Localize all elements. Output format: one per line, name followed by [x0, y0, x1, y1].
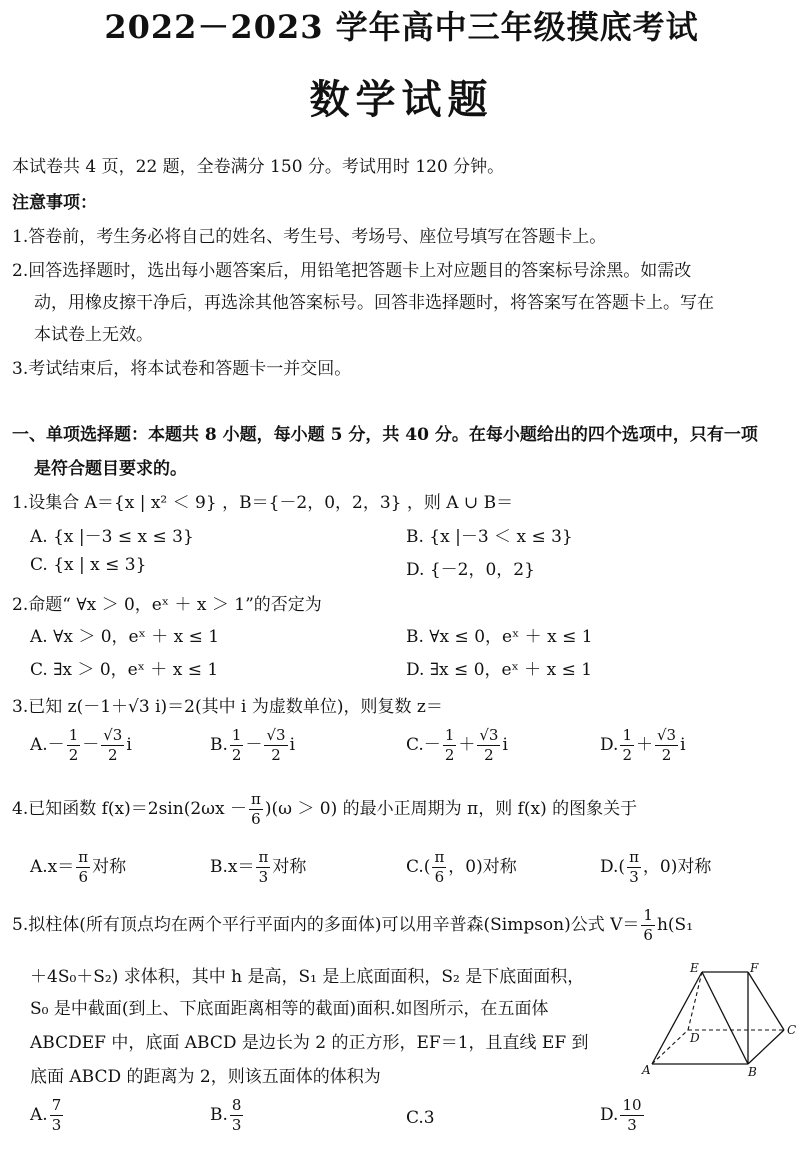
- q3-a-suffix: i: [126, 735, 132, 755]
- q4-stem-frac: $\frac{\pi}{6}$: [251, 790, 261, 828]
- q4-b-frac: $\frac{\pi}{3}$: [258, 848, 269, 886]
- q3-d-frac2: $\frac{√3}{2}$: [656, 726, 677, 764]
- q1-stem: 1.设集合 A＝{x | x² ＜ 9} ，B＝{－2，0，2，3} ，则 A ∪ B＝: [12, 493, 514, 513]
- q4-c-frac: $\frac{\pi}{6}$: [434, 848, 445, 886]
- q5-l1-pre: 5.拟柱体(所有顶点均在两个平行平面内的多面体)可以用辛普森(Simpson)公式 V＝: [12, 915, 640, 935]
- q1-option-c: C. {x | x ≤ 3}: [30, 555, 147, 575]
- q4-stem-post: )(ω ＞ 0) 的最小正周期为 π，则 f(x) 的图象关于: [264, 799, 638, 819]
- q1-option-d: D. {－2，0，2}: [406, 560, 535, 580]
- q3-c-op: ＋: [458, 735, 476, 755]
- q3-option-a: [30, 728, 132, 763]
- fig-label-a: A: [642, 1063, 651, 1077]
- fig-label-b: B: [748, 1065, 757, 1079]
- q4-option-c: C.( $\frac{\pi}{6}$ ，0)对称: [406, 848, 517, 886]
- intro-text: 本试卷共 4 页，22 题，全卷满分 150 分。考试用时 120 分钟。: [12, 157, 505, 177]
- q2-option-a: A. ∀x ＞ 0，eˣ ＋ x ≤ 1: [30, 627, 220, 647]
- q5-option-a: A. $\frac{7}{3}$: [30, 1096, 62, 1134]
- q3-stem: 3.已知 z(－1＋√3 i)＝2(其中 i 为虚数单位)，则复数 z＝: [12, 697, 443, 717]
- q5-b-frac: $\frac{8}{3}$: [231, 1096, 242, 1134]
- q5-option-b: B. $\frac{8}{3}$: [210, 1096, 242, 1134]
- q5-stem-line1: [12, 908, 693, 943]
- q5-option-d: D. $\frac{10}{3}$: [600, 1096, 642, 1134]
- section-1-heading-line1: 一、单项选择题：本题共 8 小题，每小题 5 分，共 40 分。在每小题给出的四个选项中，只有一项: [12, 425, 758, 445]
- q3-c-suffix: i: [502, 735, 508, 755]
- q5-l1-frac: $\frac{1}{6}$: [643, 906, 653, 944]
- notice-item-3: 3.考试结束后，将本试卷和答题卡一并交回。: [12, 359, 352, 379]
- q3-b-op: －: [245, 735, 263, 755]
- q3-d-suffix: i: [680, 735, 686, 755]
- notice-item-2-line3: 本试卷上无效。: [34, 325, 153, 345]
- q3-d-prefix: D.: [600, 735, 619, 755]
- q3-b-frac2: $\frac{√3}{2}$: [266, 726, 286, 764]
- q4-option-a: A.x＝ $\frac{\pi}{6}$ 对称: [30, 848, 127, 886]
- notice-heading: 注意事项：: [12, 193, 97, 213]
- fig-label-e: E: [690, 962, 699, 975]
- q5-d-frac: $\frac{10}{3}$: [622, 1096, 642, 1134]
- q2-option-b: B. ∀x ≤ 0，eˣ ＋ x ≤ 1: [406, 627, 593, 647]
- q4-d-frac: $\frac{\pi}{3}$: [629, 848, 639, 886]
- fig-label-f: F: [750, 962, 759, 975]
- q2-option-c: C. ∃x ＞ 0，eˣ ＋ x ≤ 1: [30, 660, 219, 680]
- fig-label-c: C: [787, 1023, 797, 1037]
- q3-option-d: [600, 728, 686, 763]
- q3-d-frac1: $\frac{1}{2}$: [622, 726, 632, 764]
- exam-title: 2022－2023 学年高中三年级摸底考试: [104, 8, 699, 46]
- q3-b-suffix: i: [289, 735, 295, 755]
- q1-option-b: B. {x |－3 ＜ x ≤ 3}: [406, 527, 573, 547]
- pentahedron-figure: [640, 962, 800, 1080]
- notice-item-2-line1: 2.回答选择题时，选出每小题答案后，用铅笔把答题卡上对应题目的答案标号涂黑。如需改: [12, 261, 692, 281]
- q5-stem-line5: 底面 ABCD 的距离为 2，则该五面体的体积为: [30, 1067, 381, 1087]
- q1-option-a: A. {x |－3 ≤ x ≤ 3}: [30, 527, 194, 547]
- q4-option-b: B.x＝ $\frac{\pi}{3}$ 对称: [210, 848, 307, 886]
- q3-a-op: －: [82, 735, 100, 755]
- notice-item-1: 1.答卷前，考生务必将自己的姓名、考生号、考场号、座位号填写在答题卡上。: [12, 227, 607, 247]
- q5-l1-post: h(S₁: [656, 915, 694, 935]
- q4-stem-pre: 4.已知函数 f(x)＝2sin(2ωx －: [12, 799, 247, 819]
- q2-option-d: D. ∃x ≤ 0，eˣ ＋ x ≤ 1: [406, 660, 593, 680]
- q2-stem: 2.命题“ ∀x ＞ 0，eˣ ＋ x ＞ 1”的否定为: [12, 595, 322, 615]
- exam-subtitle: 数学试题: [309, 76, 494, 123]
- q3-b-prefix: B.: [210, 735, 228, 755]
- section-1-heading-line2: 是符合题目要求的。: [34, 459, 187, 479]
- q5-a-frac: $\frac{7}{3}$: [51, 1096, 62, 1134]
- q3-a-frac1: $\frac{1}{2}$: [68, 726, 79, 764]
- q3-d-op: ＋: [635, 735, 653, 755]
- q3-option-c: [406, 728, 508, 763]
- notice-item-2-line2: 动，用橡皮擦干净后，再选涂其他答案标号。回答非选择题时，将答案写在答题卡上。写在: [34, 293, 714, 313]
- q4-stem: [12, 792, 637, 827]
- q3-option-b: [210, 728, 295, 763]
- q3-c-frac1: $\frac{1}{2}$: [444, 726, 455, 764]
- q5-stem-line2: ＋4S₀＋S₂) 求体积，其中 h 是高，S₁ 是上底面面积，S₂ 是下底面面积，: [30, 967, 585, 987]
- fig-label-d: D: [690, 1031, 700, 1045]
- q5-option-c: C.3: [406, 1108, 435, 1128]
- q3-c-frac2: $\frac{√3}{2}$: [479, 726, 499, 764]
- q5-stem-line3: S₀ 是中截面(到上、下底面距离相等的截面)面积.如图所示，在五面体: [30, 999, 549, 1019]
- q3-a-prefix: A.－: [30, 735, 65, 755]
- q3-c-prefix: C.－: [406, 735, 441, 755]
- q3-b-frac1: $\frac{1}{2}$: [231, 726, 242, 764]
- q3-a-frac2: $\frac{√3}{2}$: [103, 726, 123, 764]
- q4-option-d: D.( $\frac{\pi}{3}$ ，0)对称: [600, 848, 712, 886]
- q4-a-frac: $\frac{\pi}{6}$: [78, 848, 89, 886]
- q5-stem-line4: ABCDEF 中，底面 ABCD 是边长为 2 的正方形，EF＝1，且直线 EF 到: [30, 1033, 589, 1053]
